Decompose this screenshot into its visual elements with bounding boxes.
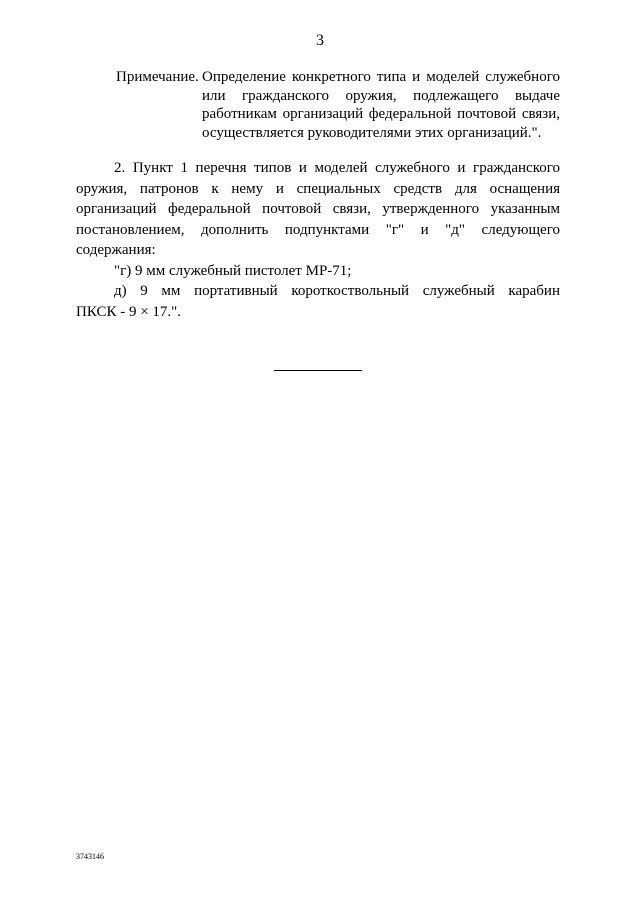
clause-2-line-1: 2. Пункт 1 перечня типов и моделей служебного и гражданского [114,160,560,176]
document-code: 3743146 [76,852,104,861]
note-block [116,68,560,142]
clause-2 [76,158,560,322]
subitem-d-line-2: ПКСК - 9 × 17.". [76,303,182,320]
note-label: Примечание. [116,69,199,85]
note-text: Определение конкретного типа и моделей служебного или гражданского оружия, подлежащего выдаче работникам организаций федеральной почтовой связи, осуществляется руководителями этих организаций.". [202,69,560,141]
clause-2-line-4: постановлением, дополнить подпунктами "г" и "д" следующего [76,221,560,238]
clause-2-line-5: содержания: [76,242,156,258]
clause-2-line-2: оружия, патронов к нему и специальных средств для оснащения [76,180,560,197]
clause-2-line-3: организаций федеральной почтовой связи, утвержденного указанным [76,201,560,217]
end-divider [274,370,362,371]
subitem-d-line-1: д) 9 мм портативный короткоствольный служебный карабин [114,283,560,299]
page-number: 3 [316,32,324,49]
subitem-g: "г) 9 мм служебный пистолет MP-71; [114,262,352,279]
